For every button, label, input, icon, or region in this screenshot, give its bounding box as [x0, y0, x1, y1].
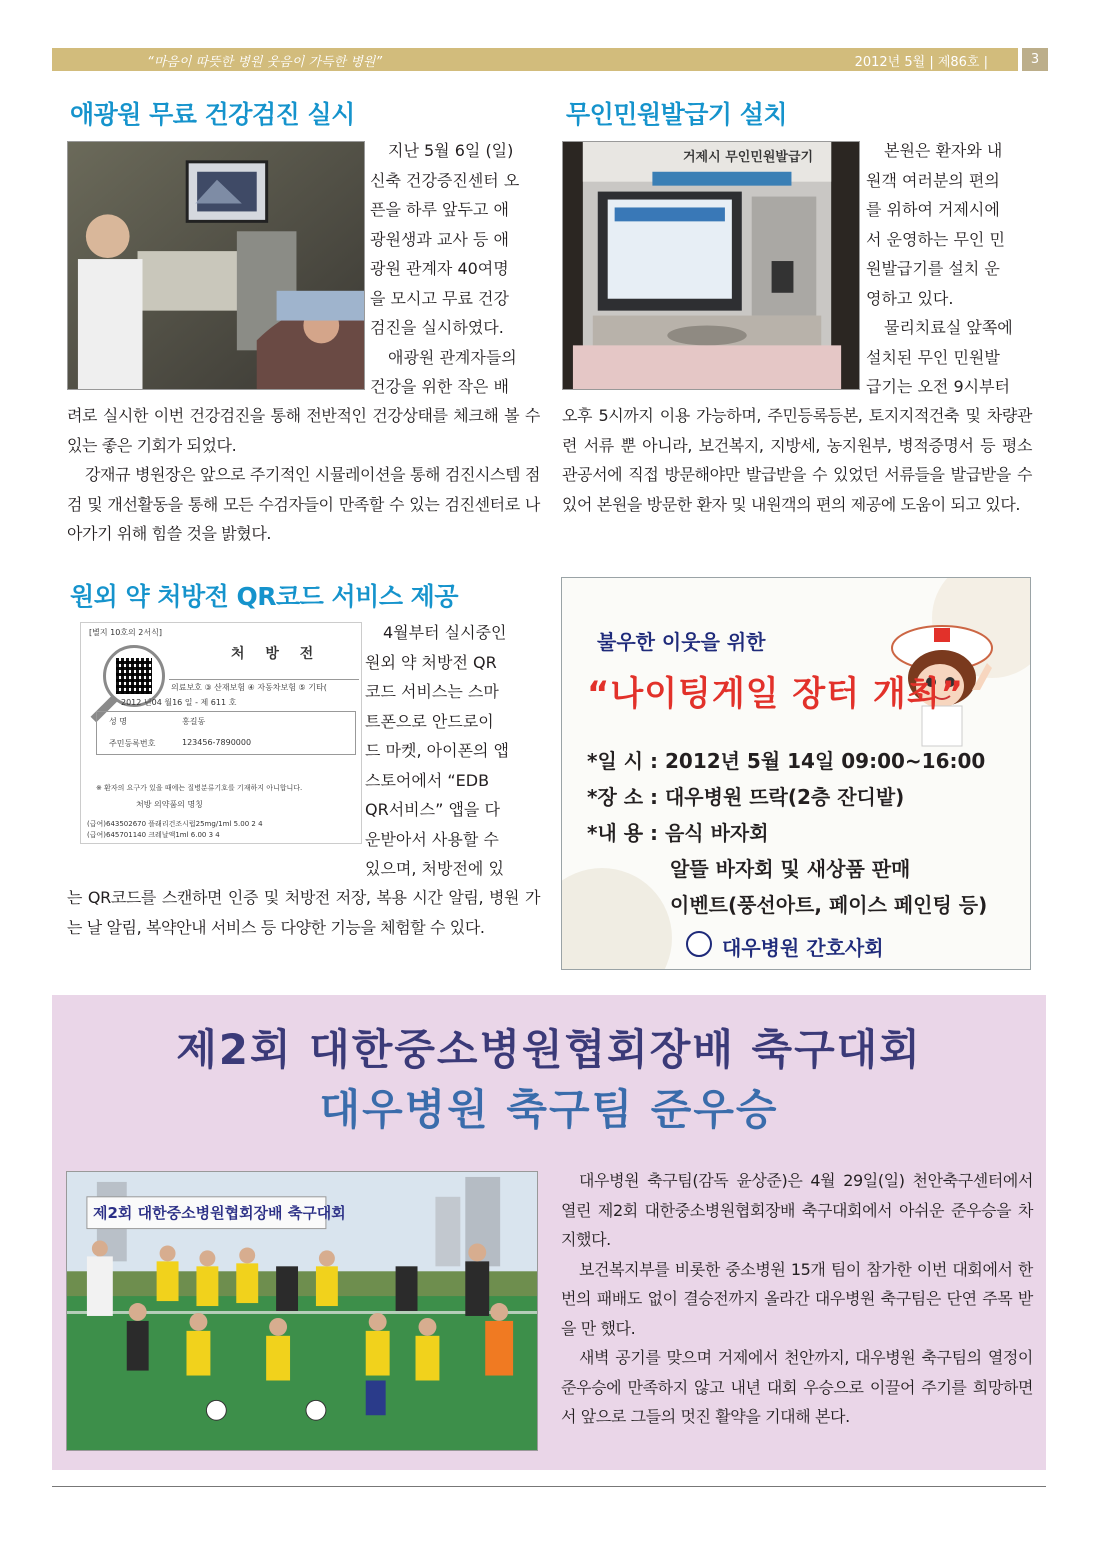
rx-id-label: 주민등록번호	[109, 739, 156, 748]
text-line: 를 위하여 거제시에	[866, 200, 1000, 219]
rx-drug-header: 처방 의약품의 명칭	[136, 800, 203, 809]
article3-body	[67, 883, 540, 942]
text-line: 애광원 관계자들의	[388, 347, 517, 367]
article1-side-text	[370, 136, 540, 402]
text-line: 원외 약 처방전 QR	[365, 652, 497, 672]
rx-drug-row: (급여)645701140 크레날액1ml 6.00 3 4	[87, 831, 220, 839]
text-line: 운받아서 사용할 수	[365, 829, 499, 849]
text-line: 설치된 무인 민원발	[866, 347, 1000, 367]
article3-title: 원외 약 처방전 QR코드 서비스 제공	[70, 582, 458, 611]
poster-content: *내 용 : 음식 바자회	[587, 821, 769, 845]
nurse-association-logo-icon	[686, 931, 712, 957]
kiosk-photo	[562, 141, 860, 390]
header-bar	[52, 48, 1018, 71]
poster-title: “나이팅게일 장터 개최”	[587, 674, 964, 714]
rx-title: 처 방 전	[231, 646, 322, 662]
article2-title: 무인민원발급기 설치	[566, 100, 788, 129]
rx-name: 홍길동	[182, 717, 206, 726]
poster-place: *장 소 : 대우병원 뜨락(2층 잔디밭)	[587, 785, 905, 809]
rx-form-label: [별지 10호의 2서식]	[89, 628, 162, 637]
qr-code-icon	[116, 658, 152, 694]
header-issue: 2012년 5월 | 제86호 |	[854, 55, 988, 70]
rx-issue-no: 2012 년04 월16 일 - 제 611 호	[121, 698, 237, 707]
text-line: 본원은 환자와 내	[884, 141, 1003, 160]
soccer-headline: 제2회 대한중소병원협회장배 축구대회	[176, 1025, 922, 1074]
paragraph: 강재규 병원장은 앞으로 주기적인 시뮬레이션을 통해 검진시스템 점검 및 개선활동을 통해 모든 수검자들이 만족할 수 있는 검진센터로 나아가기 위해 힘쓸 것을 밝혔다.	[67, 465, 540, 543]
article2-body	[562, 401, 1032, 519]
rx-name-label: 성 명	[109, 717, 127, 726]
header-motto: “마음이 따뜻한 병원 웃음이 가득한 병원”	[147, 55, 383, 70]
text-line: 픈을 하루 앞두고 애	[370, 200, 509, 219]
text-line: 지난 5월 6일 (일)	[388, 141, 514, 160]
text-line: 물리치료실 앞쪽에	[884, 318, 1013, 337]
text-line: QR서비스” 앱을 다	[365, 800, 500, 819]
soccer-body	[561, 1166, 1033, 1432]
poster-subtitle: 불우한 이웃을 위한	[597, 630, 766, 654]
paragraph: 오후 5시까지 이용 가능하며, 주민등록등본, 토지지적건축 및 차량관련 서류 뿐 아니라, 보건복지, 지방세, 농지원부, 병적증명서 등 평소 관공서에 직접 방문해야만 발급받을 수 있었던 서류들을 발급받을 수 있어 본원을 방문한 환자 및 내원객의 편의 제공에 도움이 되고 있다.	[562, 406, 1032, 514]
soccer-team-photo	[66, 1171, 538, 1451]
poster-date: *일 시 : 2012년 5월 14일 09:00~16:00	[587, 749, 986, 773]
text-line: 광원생과 교사 등 애	[370, 229, 509, 249]
article3-side-text	[365, 618, 538, 884]
rx-rule	[169, 679, 359, 680]
text-line: 4월부터 실시중인	[383, 623, 507, 642]
article1-title: 애광원 무료 건강검진 실시	[70, 100, 355, 129]
text-line: 원객 여러분의 편의	[866, 170, 1000, 190]
text-line: 트폰으로 안드로이	[365, 711, 494, 731]
health-check-photo	[67, 141, 365, 390]
text-line: 코드 서비스는 스마	[365, 682, 499, 701]
article2-side-text	[866, 136, 1032, 402]
rx-note: ※ 환자의 요구가 있을 때에는 질병분류기호를 기재하지 아니합니다.	[96, 784, 303, 792]
paragraph: 새벽 공기를 맞으며 거제에서 천안까지, 대우병원 축구팀의 열정이 준우승에 만족하지 않고 내년 대회 우승으로 이끌어 주기를 희망하면서 앞으로 그들의 멋진 활약을 기대해 본다.	[561, 1348, 1033, 1426]
prescription-image	[80, 622, 362, 844]
poster-content-2: 알뜰 바자회 및 새상품 판매	[670, 857, 911, 881]
page-number: 3	[1022, 48, 1048, 71]
poster-content-3: 이벤트(풍선아트, 페이스 페인팅 등)	[670, 893, 988, 917]
article1-body	[67, 401, 540, 549]
rx-drug-row: (급여)643502670 플래리건조시럽25mg/1ml 5.00 2 4	[87, 820, 263, 828]
text-line: 급기는 오전 9시부터	[866, 377, 1010, 396]
text-line: 검진을 실시하였다.	[370, 318, 504, 337]
soccer-banner: 제2회 대한중소병원협회장배 축구대회	[93, 1204, 346, 1222]
paragraph: 려로 실시한 이번 건강검진을 통해 전반적인 건강상태를 체크해 볼 수 있는 좋은 기회가 되었다.	[67, 406, 540, 455]
text-line: 스토어에서 “EDB	[365, 770, 490, 790]
kiosk-sign: 거제시 무인민원발급기	[683, 150, 814, 165]
nightingale-market-poster	[561, 577, 1031, 970]
text-line: 을 모시고 무료 건강	[370, 288, 509, 308]
text-line: 영하고 있다.	[866, 288, 954, 308]
text-line: 있으며, 처방전에 있	[365, 859, 504, 878]
text-line: 원발급기를 설치 운	[866, 259, 1000, 278]
footer-rule	[52, 1486, 1046, 1487]
paragraph: 보건복지부를 비롯한 중소병원 15개 팀이 참가한 이번 대회에서 한 번의 패배도 없이 결승전까지 올라간 대우병원 축구팀은 단연 주목 받을 만 했다.	[561, 1259, 1033, 1338]
text-line: 드 마켓, 아이폰의 앱	[365, 741, 509, 760]
soccer-section	[52, 995, 1046, 1470]
rx-patient-box	[96, 711, 356, 755]
paragraph: 대우병원 축구팀(감독 윤상준)은 4월 29일(일) 천안축구센터에서 열린 제2회 대한중소병원협회장배 축구대회에서 아쉬운 준우승을 차지했다.	[561, 1171, 1033, 1249]
text-line: 서 운영하는 무인 민	[866, 229, 1005, 249]
text-line: 광원 관계자 40여명	[370, 259, 509, 278]
paragraph: 는 QR코드를 스캔하면 인증 및 처방전 저장, 복용 시간 알림, 병원 가는 날 알림, 복약안내 서비스 등 다양한 기능을 체험할 수 있다.	[67, 888, 540, 937]
rx-id: 123456-7890000	[182, 738, 252, 747]
text-line: 신축 건강증진센터 오	[370, 170, 520, 190]
poster-organizer: 대우병원 간호사회	[722, 936, 884, 960]
text-line: 건강을 위한 작은 배	[370, 377, 509, 396]
rx-insurance: 의료보호 ③ 산재보험 ④ 자동차보험 ⑤ 기타(	[171, 683, 327, 692]
soccer-subheadline: 대우병원 축구팀 준우승	[319, 1085, 779, 1134]
